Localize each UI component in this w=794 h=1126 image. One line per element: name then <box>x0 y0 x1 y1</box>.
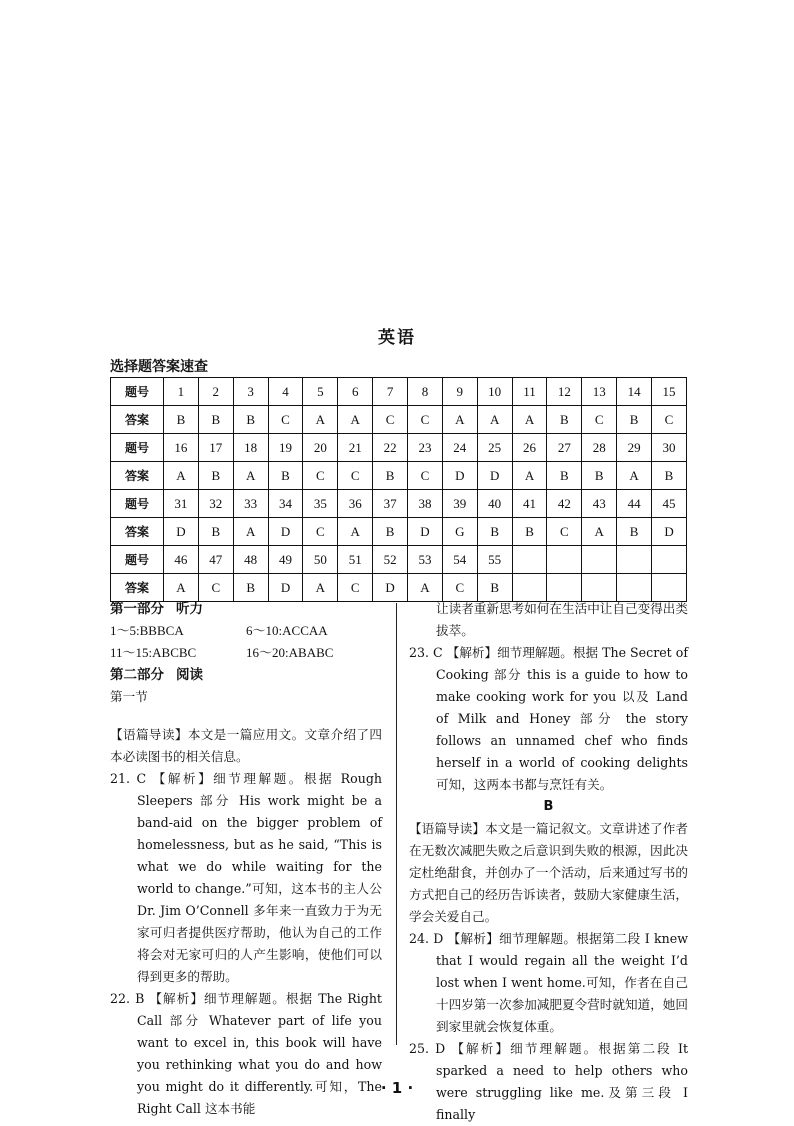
answer-cell: A <box>617 462 652 490</box>
question-number-cell <box>617 546 652 574</box>
question-number-row <box>111 546 687 574</box>
question-number-cell: 5 <box>303 378 338 406</box>
answer-explanation: 21. C 【解析】细节理解题。根据 Rough Sleepers 部分 His work might be a band-aid on the bigger problem of homelessness, but as he said, “This is what we do while waiting for the world to change.”可知，这本书的主人公 Dr. Jim O’Connell 多年来一直致力于为无家可归者提供医疗帮助，他认为自己的工作将会对无家可归的人产生影响，使他们可以得到更多的帮助。 <box>110 771 382 984</box>
question-number-cell: 16 <box>164 434 199 462</box>
answer-cell: C <box>303 518 338 546</box>
answer-cell: A <box>164 574 199 602</box>
question-number-cell: 54 <box>442 546 477 574</box>
passage-guide: 【语篇导读】本文是一篇应用文。文章介绍了四本必读图书的相关信息。 <box>110 727 382 764</box>
left-column <box>110 598 382 1120</box>
answer-cell: C <box>408 462 443 490</box>
page-number: · 1 · <box>380 1079 414 1097</box>
answer-cell: B <box>198 406 233 434</box>
question-number-cell: 10 <box>477 378 512 406</box>
answer-cell: C <box>303 462 338 490</box>
question-number-cell: 48 <box>233 546 268 574</box>
question-number-cell <box>547 546 582 574</box>
question-number-cell: 53 <box>408 546 443 574</box>
answer-cell: B <box>373 462 408 490</box>
question-number-cell: 46 <box>164 546 199 574</box>
question-number-cell: 6 <box>338 378 373 406</box>
question-number-cell: 40 <box>477 490 512 518</box>
answer-cell: A <box>338 518 373 546</box>
answer-cell: B <box>547 406 582 434</box>
answer-cell: B <box>477 518 512 546</box>
question-number-cell: 24 <box>442 434 477 462</box>
answer-cell: D <box>477 462 512 490</box>
answer-cell: B <box>268 462 303 490</box>
answer-label: 答案 <box>111 518 164 546</box>
answer-cell: B <box>477 574 512 602</box>
question-number-cell: 47 <box>198 546 233 574</box>
answer-label: 答案 <box>111 462 164 490</box>
answer-cell: C <box>582 406 617 434</box>
answer-row <box>111 518 687 546</box>
question-number-row <box>111 378 687 406</box>
answer-cell: C <box>338 574 373 602</box>
question-number-cell: 9 <box>442 378 477 406</box>
section-subtitle: 选择题答案速查 <box>110 359 208 375</box>
question-number-cell: 19 <box>268 434 303 462</box>
answer-cell: A <box>512 462 547 490</box>
question-number-cell: 55 <box>477 546 512 574</box>
question-number-cell <box>582 546 617 574</box>
answer-cell: D <box>408 518 443 546</box>
answer-cell: D <box>373 574 408 602</box>
answer-cell: A <box>233 462 268 490</box>
answer-cell: D <box>268 518 303 546</box>
question-number-cell: 45 <box>652 490 687 518</box>
answer-cell: C <box>198 574 233 602</box>
part2-heading: 第二部分 阅读 <box>110 667 203 683</box>
question-number-cell: 49 <box>268 546 303 574</box>
answer-explanation: 23. C 【解析】细节理解题。根据 The Secret of Cooking 部分 this is a guide to how to make cooking work for you 以及 Land of Milk and Honey 部分 the story follows an unnamed chef who finds herself in a world of cooking delights 可知，这两本书都与烹饪有关。 <box>409 645 688 792</box>
question-number-cell: 4 <box>268 378 303 406</box>
answer-cell: D <box>652 518 687 546</box>
answer-cell: C <box>547 518 582 546</box>
question-number-cell: 29 <box>617 434 652 462</box>
column-divider <box>396 603 397 1045</box>
passage-guide: 【语篇导读】本文是一篇记叙文。文章讲述了作者在无数次减肥失败之后意识到失败的根源，因此决定杜绝甜食，并创办了一个活动，后来通过写书的方式把自己的经历告诉读者，鼓励大家健康生活，学会关爱自己。 <box>409 821 688 924</box>
question-number-cell: 17 <box>198 434 233 462</box>
question-number-cell: 15 <box>652 378 687 406</box>
answer-cell: A <box>233 518 268 546</box>
question-number-cell: 23 <box>408 434 443 462</box>
question-number-cell: 7 <box>373 378 408 406</box>
question-number-cell: 30 <box>652 434 687 462</box>
answer-cell: D <box>268 574 303 602</box>
answer-cell: A <box>164 462 199 490</box>
answer-cell: A <box>442 406 477 434</box>
answer-cell: D <box>164 518 199 546</box>
question-number-cell: 20 <box>303 434 338 462</box>
quick-row: 11～15:ABCBC 16～20:ABABC <box>110 645 334 660</box>
question-number-cell: 22 <box>373 434 408 462</box>
question-number-cell: 11 <box>512 378 547 406</box>
answer-cell: A <box>582 518 617 546</box>
question-number-cell: 38 <box>408 490 443 518</box>
question-number-cell: 25 <box>477 434 512 462</box>
page-title: 英语 <box>378 328 416 348</box>
question-number-cell: 33 <box>233 490 268 518</box>
question-number-cell: 31 <box>164 490 199 518</box>
question-number-cell: 2 <box>198 378 233 406</box>
answer-cell: A <box>512 406 547 434</box>
answer-cell: B <box>617 406 652 434</box>
answer-label: 答案 <box>111 574 164 602</box>
number-label: 题号 <box>111 434 164 462</box>
answer-cell: B <box>198 518 233 546</box>
answer-label: 答案 <box>111 406 164 434</box>
answer-cell: A <box>338 406 373 434</box>
answer-row <box>111 462 687 490</box>
question-number-cell: 3 <box>233 378 268 406</box>
answer-cell: A <box>303 574 338 602</box>
answer-cell: B <box>547 462 582 490</box>
question-number-cell: 14 <box>617 378 652 406</box>
answer-cell: A <box>303 406 338 434</box>
question-number-cell: 1 <box>164 378 199 406</box>
question-number-cell: 41 <box>512 490 547 518</box>
answer-row <box>111 406 687 434</box>
answer-cell: C <box>268 406 303 434</box>
answer-cell: B <box>233 574 268 602</box>
answer-cell: B <box>373 518 408 546</box>
answer-cell: B <box>198 462 233 490</box>
question-number-cell <box>512 546 547 574</box>
question-number-cell: 37 <box>373 490 408 518</box>
question-number-cell: 35 <box>303 490 338 518</box>
answer-explanation-continued: 让读者重新思考如何在生活中让自己变得出类拔萃。 <box>436 601 688 638</box>
question-number-row <box>111 434 687 462</box>
answer-explanation: 25. D 【解析】细节理解题。根据第二段 It sparked a need to help others who were struggling like me.及第三段 I finally <box>409 1041 688 1122</box>
question-number-cell: 26 <box>512 434 547 462</box>
question-number-cell: 50 <box>303 546 338 574</box>
question-number-cell: 43 <box>582 490 617 518</box>
number-label: 题号 <box>111 490 164 518</box>
quick-row: 1～5:BBBCA 6～10:ACCAA <box>110 623 328 638</box>
question-number-cell: 12 <box>547 378 582 406</box>
question-number-cell: 44 <box>617 490 652 518</box>
answer-cell: A <box>408 574 443 602</box>
number-label: 题号 <box>111 546 164 574</box>
number-label: 题号 <box>111 378 164 406</box>
question-number-cell: 21 <box>338 434 373 462</box>
answer-explanation: 24. D 【解析】细节理解题。根据第二段 I knew that I would regain all the weight I’d lost when I went home.可知，作者在自己十四岁第一次参加减肥夏令营时就知道，她回到家里就会恢复体重。 <box>409 931 688 1034</box>
question-number-cell: 13 <box>582 378 617 406</box>
question-number-cell: 18 <box>233 434 268 462</box>
answer-cell: B <box>617 518 652 546</box>
answer-table <box>110 377 687 602</box>
question-number-cell: 42 <box>547 490 582 518</box>
answer-cell: D <box>442 462 477 490</box>
question-number-cell: 36 <box>338 490 373 518</box>
question-number-row <box>111 490 687 518</box>
question-number-cell <box>652 546 687 574</box>
answer-cell: B <box>233 406 268 434</box>
answer-cell: B <box>164 406 199 434</box>
answer-cell: C <box>408 406 443 434</box>
right-column <box>409 598 688 1126</box>
question-number-cell: 32 <box>198 490 233 518</box>
answer-cell: C <box>338 462 373 490</box>
part1-heading: 第一部分 听力 <box>110 601 203 617</box>
answer-cell: A <box>477 406 512 434</box>
question-number-cell: 28 <box>582 434 617 462</box>
section-b-heading: B <box>543 799 554 814</box>
answer-cell: B <box>652 462 687 490</box>
section-label: 第一节 <box>110 689 148 704</box>
answer-cell: C <box>373 406 408 434</box>
answer-cell: C <box>442 574 477 602</box>
question-number-cell: 39 <box>442 490 477 518</box>
answer-cell: G <box>442 518 477 546</box>
question-number-cell: 8 <box>408 378 443 406</box>
question-number-cell: 52 <box>373 546 408 574</box>
question-number-cell: 27 <box>547 434 582 462</box>
answer-cell: B <box>582 462 617 490</box>
question-number-cell: 34 <box>268 490 303 518</box>
answer-cell: C <box>652 406 687 434</box>
question-number-cell: 51 <box>338 546 373 574</box>
answer-explanation: 22. B 【解析】细节理解题。根据 The Right Call 部分 Whatever part of life you want to excel in, this book will have you rethinking what you do and how you might do it differently.可知，The Right Call 这本书能 <box>110 991 382 1116</box>
answer-cell: B <box>512 518 547 546</box>
